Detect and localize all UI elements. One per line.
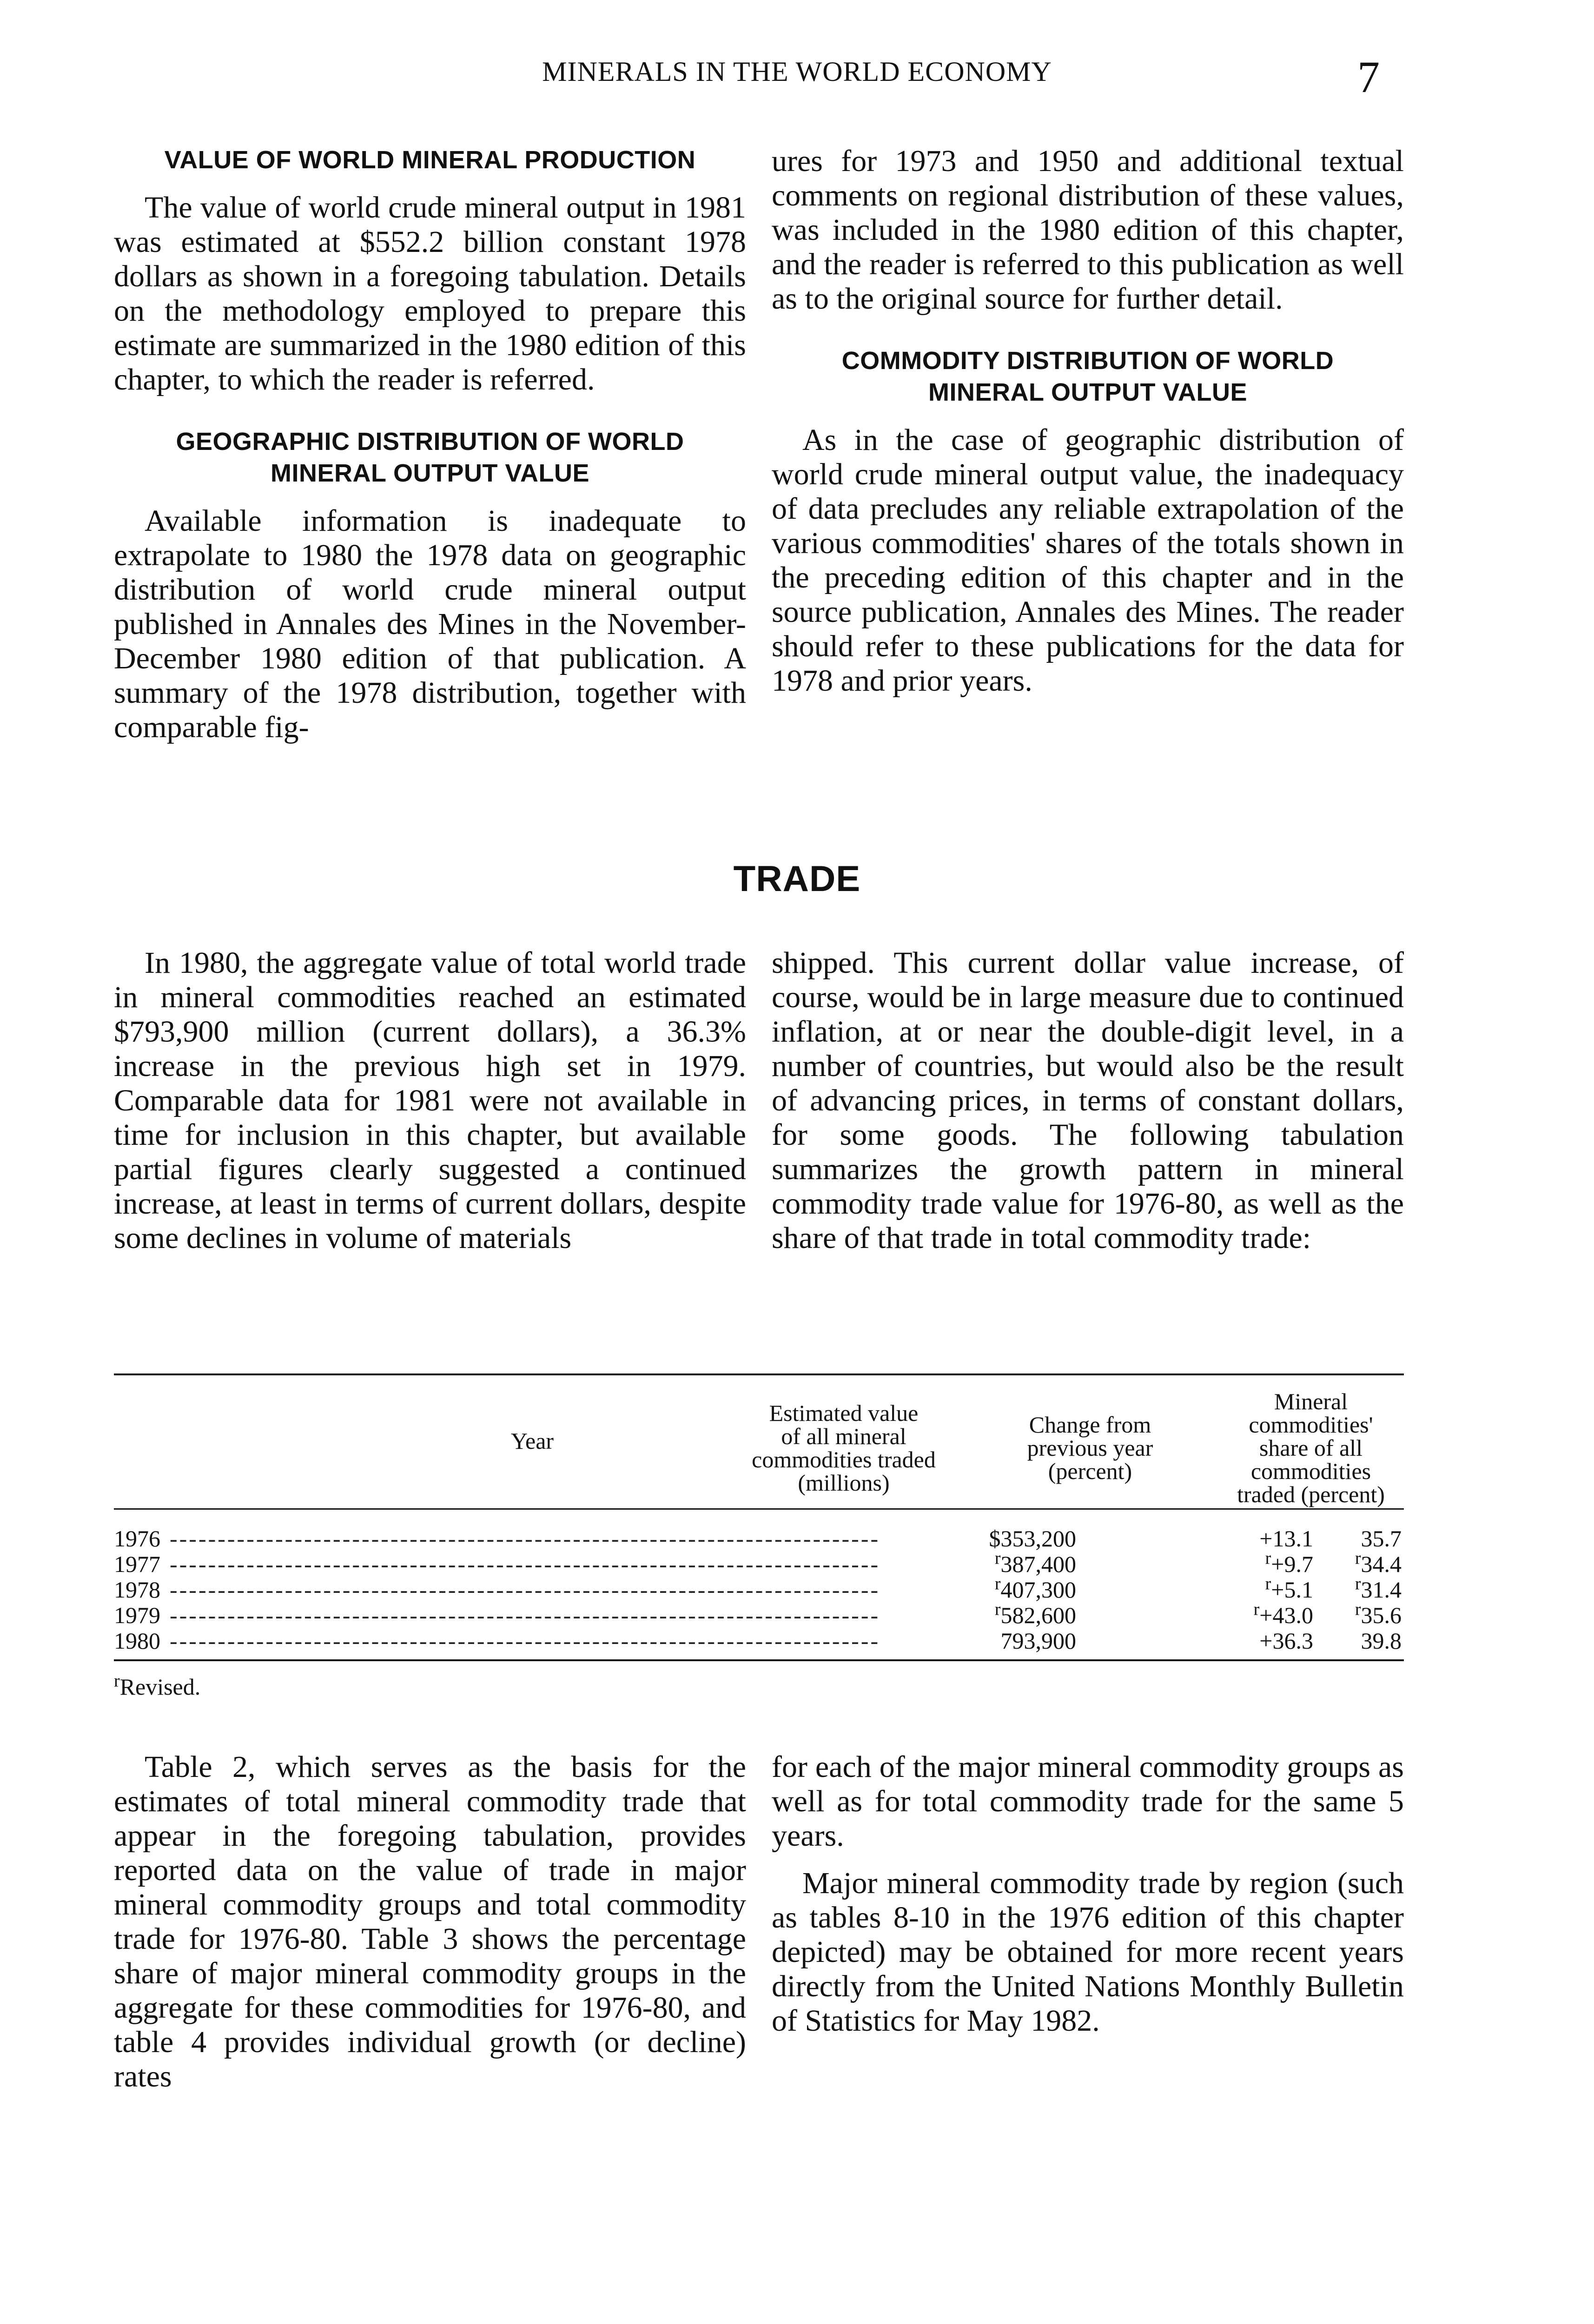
header-share [1216,1390,1406,1506]
value-paragraph: The value of world crude mineral output in 1981 was estimated at $552.2 billion constant 1978 dollars as shown in a foregoing tabulation. Details on the methodology employed to prepare this estimate are summarized in the 1980 edition of this chapter, to which the reader is referred. [114,191,746,396]
header-change-line2: previous year [1027,1435,1153,1461]
revised-mark: r [1253,1599,1260,1619]
row-year: 1976 [114,1525,160,1552]
row-leader: -------------------------------------------------------------------------- [170,1551,880,1577]
row-share [1290,1574,1402,1603]
header-value-line3: commodities traded [752,1446,936,1472]
trade-paragraph-1-continued: shipped. This current dollar value increase, of course, would be in large measure due to continued inflation, at or near the double-digit level, in a number of countries, but would also be the result of advancing prices, in terms of constant dollars, for some goods. The following tabulation summarizes the growth pattern in mineral commodity trade value for 1976-80, as well as the share of that trade in total commodity trade: [772,946,1404,1255]
running-head: MINERALS IN THE WORLD ECONOMY [542,56,1052,87]
upper-left-column [114,144,746,745]
table-top-rule [114,1373,1404,1375]
header-share-line2: commodities' [1249,1412,1373,1438]
revised-mark: r [1265,1574,1271,1594]
row-change-text: +43.0 [1259,1602,1313,1628]
revised-mark: r [1355,1574,1361,1594]
revised-mark: r [1265,1548,1271,1568]
row-share [1290,1599,1402,1628]
row-year: 1977 [114,1551,160,1577]
row-change-text: +9.7 [1271,1551,1313,1577]
row-value [904,1548,1076,1577]
row-share: 35.7 [1361,1525,1402,1552]
row-leader: -------------------------------------------------------------------------- [170,1602,880,1628]
header-share-line4: commodities [1250,1458,1371,1484]
table-row [114,1599,1404,1628]
trade-paragraph-3: Major mineral commodity trade by region (such as tables 8-10 in the 1976 edition of this chapter depicted) may be obtained for more recent years directly from the United Nations Monthly Bulletin of Statistics for May 1982. [772,1866,1404,2038]
table-row [114,1548,1404,1577]
trade-paragraph-2-continued: for each of the major mineral commodity groups as well as for total commodity trade for the same 5 years. [772,1750,1404,1853]
table-row [114,1574,1404,1603]
trade-paragraph-1: In 1980, the aggregate value of total world trade in mineral commodities reached an estimated $793,900 million (current dollars), a 36.3% increase in the previous high set in 1979. Comparable data for 1981 were not available in time for inclusion in this chapter, but available partial figures clearly suggested a continued increase, at least in terms of current dollars, despite some declines in volume of materials [114,946,746,1255]
revised-mark: r [1355,1548,1361,1568]
commodity-heading-line1: COMMODITY DISTRIBUTION OF WORLD [841,347,1334,375]
section-heading-commodity [772,345,1404,408]
row-change [1137,1548,1313,1577]
revised-mark: r [994,1548,1001,1568]
trade-paragraph-2: Table 2, which serves as the basis for the estimates of total mineral commodity trade that appear in the foregoing tabulation, provides reported data on the value of trade in major mineral commodity groups and total commodity trade for 1976-80. Table 3 shows the percentage share of major mineral commodity groups in the aggregate for these commodities for 1976-80, and table 4 provides individual growth (or decline) rates [114,1750,746,2093]
row-year: 1978 [114,1577,160,1603]
row-share-text: 31.4 [1361,1577,1402,1603]
header-share-line5: traded (percent) [1237,1481,1385,1507]
geographic-paragraph-continued: ures for 1973 and 1950 and additional textual comments on regional distribution of these values, was included in the 1980 edition of this chapter, and the reader is referred to this publication as well as to the original source for further detail. [772,144,1404,316]
row-value: $353,200 [989,1525,1076,1552]
header-value-line2: of all mineral [781,1423,906,1449]
trade-left-column [114,946,746,1255]
lower-right-column [772,1750,1404,2038]
header-change [988,1413,1192,1483]
footnote-text: Revised. [119,1674,201,1700]
row-value: 793,900 [1000,1628,1076,1654]
row-share: 39.8 [1361,1628,1402,1654]
header-value [728,1401,960,1494]
row-year: 1980 [114,1628,160,1654]
row-leader: -------------------------------------------------------------------------- [170,1525,880,1552]
row-change: +13.1 [1259,1525,1313,1552]
header-year: Year [510,1428,554,1454]
revised-mark: r [994,1574,1001,1594]
row-share [1290,1548,1402,1577]
row-value-text: 387,400 [1000,1551,1076,1577]
revised-mark: r [994,1599,1001,1619]
row-value [904,1599,1076,1628]
header-change-line3: (percent) [1048,1458,1132,1484]
row-share-text: 35.6 [1361,1602,1402,1628]
commodity-heading-line2: MINERAL OUTPUT VALUE [928,378,1247,406]
row-value-text: 407,300 [1000,1577,1076,1603]
row-year: 1979 [114,1602,160,1628]
header-change-line1: Change from [1029,1412,1151,1438]
row-leader: -------------------------------------------------------------------------- [170,1628,880,1654]
row-value-text: 582,600 [1000,1602,1076,1628]
row-share-text: 34.4 [1361,1551,1402,1577]
header-value-line4: (millions) [798,1470,890,1496]
commodity-paragraph: As in the case of geographic distribution of world crude mineral output value, the inadequacy of data precludes any reliable extrapolation of the various commodities' shares of the totals shown in the preceding edition of this chapter and in the source publication, Annales des Mines. The reader should refer to these publications for the data for 1978 and prior years. [772,423,1404,698]
revised-mark: r [114,1671,120,1691]
row-change-text: +5.1 [1271,1577,1313,1603]
header-share-line1: Mineral [1274,1388,1348,1414]
row-leader: -------------------------------------------------------------------------- [170,1577,880,1603]
table-row [114,1526,1404,1552]
row-change [1137,1574,1313,1603]
page-number: 7 [1357,52,1380,102]
row-change [1137,1599,1313,1628]
upper-right-column [772,144,1404,698]
trade-right-column [772,946,1404,1255]
section-heading-value: VALUE OF WORLD MINERAL PRODUCTION [164,146,696,174]
geographic-heading-line1: GEOGRAPHIC DISTRIBUTION OF WORLD [176,428,684,456]
header-share-line3: share of all [1259,1435,1363,1461]
trade-heading: TRADE [733,858,861,899]
table-row [114,1628,1404,1654]
table-footnote [114,1673,200,1700]
lower-left-column [114,1750,746,2094]
row-value [904,1574,1076,1603]
table-header-rule [114,1508,1404,1510]
row-change: +36.3 [1259,1628,1313,1654]
table-bottom-rule [114,1659,1404,1661]
section-heading-geographic [114,426,746,489]
geographic-paragraph: Available information is inadequate to extrapolate to 1980 the 1978 data on geographic distribution of world crude mineral output published in Annales des Mines in the November-December 1980 edition of that publication. A summary of the 1978 distribution, together with comparable fig- [114,504,746,744]
header-value-line1: Estimated value [769,1400,919,1426]
revised-mark: r [1355,1599,1361,1619]
geographic-heading-line2: MINERAL OUTPUT VALUE [270,459,589,487]
